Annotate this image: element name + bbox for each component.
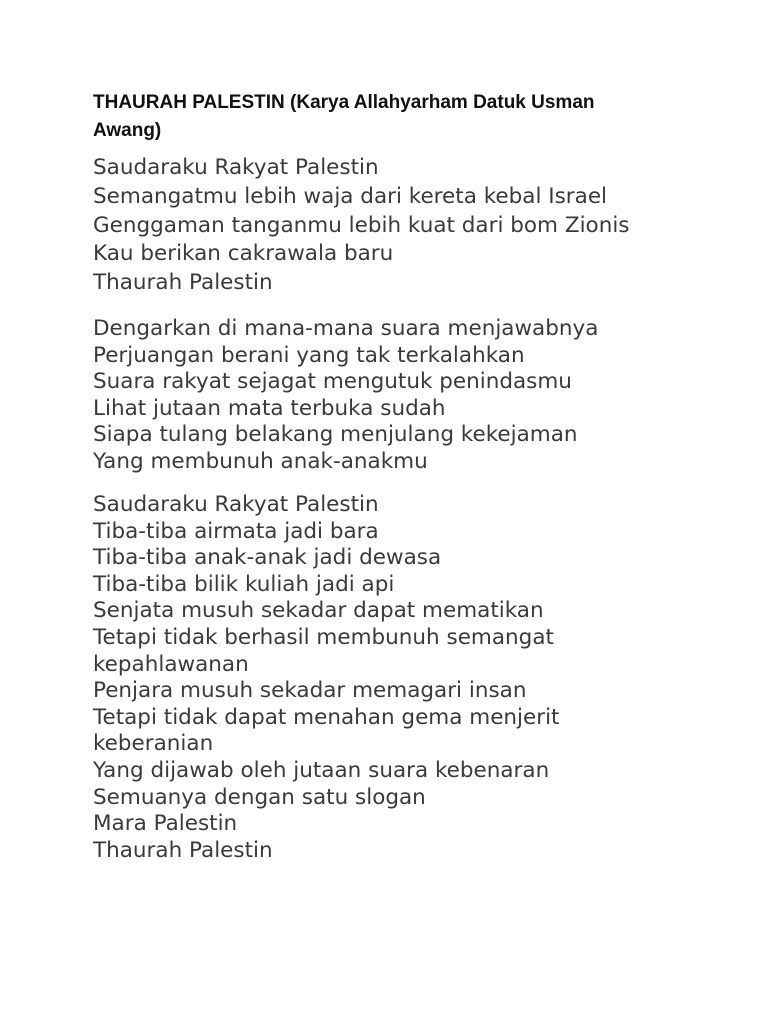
stanza-2	[93, 316, 733, 476]
poem-line: kepahlawanan	[93, 651, 249, 677]
poem-line: Siapa tulang belakang menjulang kekejaman	[93, 422, 578, 448]
poem-title: THAURAH PALESTIN (Karya Allahyarham Datuk Usman Awang)	[93, 92, 595, 141]
poem-line: Penjara musuh sekadar memagari insan	[93, 678, 527, 704]
poem-line: Semuanya dengan satu slogan	[93, 784, 426, 810]
poem-line: Senjata musuh sekadar dapat mematikan	[93, 598, 544, 624]
stanza-1	[93, 154, 733, 298]
poem-line: Kau berikan cakrawala baru	[93, 241, 394, 267]
poem-line: Tiba-tiba anak-anak jadi dewasa	[93, 545, 442, 571]
poem-line: Thaurah Palestin	[93, 270, 273, 296]
poem-line: Tetapi tidak berhasil membunuh semangat	[93, 624, 554, 650]
poem-line: Yang dijawab oleh jutaan suara kebenaran	[93, 757, 550, 783]
poem-line: Genggaman tanganmu lebih kuat dari bom Zionis	[93, 212, 630, 238]
poem-line: Tiba-tiba bilik kuliah jadi api	[93, 571, 395, 597]
poem-line: Dengarkan di mana-mana suara menjawabnya	[93, 316, 599, 341]
poem-line: Lihat jutaan mata terbuka sudah	[93, 395, 446, 421]
poem-line: Yang membunuh anak-anakmu	[93, 448, 428, 474]
poem-line: Tetapi tidak dapat menahan gema menjerit	[93, 704, 560, 730]
poem-line: Tiba-tiba airmata jadi bara	[93, 518, 379, 544]
poem-line: keberanian	[93, 731, 214, 757]
stanza-3	[93, 492, 733, 864]
poem-line: Saudaraku Rakyat Palestin	[93, 155, 379, 180]
poem-line: Thaurah Palestin	[93, 837, 273, 863]
poem-line: Suara rakyat sejagat mengutuk penindasmu	[93, 369, 572, 395]
poem-line: Perjuangan berani yang tak terkalahkan	[93, 342, 525, 368]
poem-line: Mara Palestin	[93, 811, 238, 837]
poem-line: Semangatmu lebih waja dari kereta kebal Israel	[93, 183, 608, 209]
poem-line: Saudaraku Rakyat Palestin	[93, 492, 379, 517]
